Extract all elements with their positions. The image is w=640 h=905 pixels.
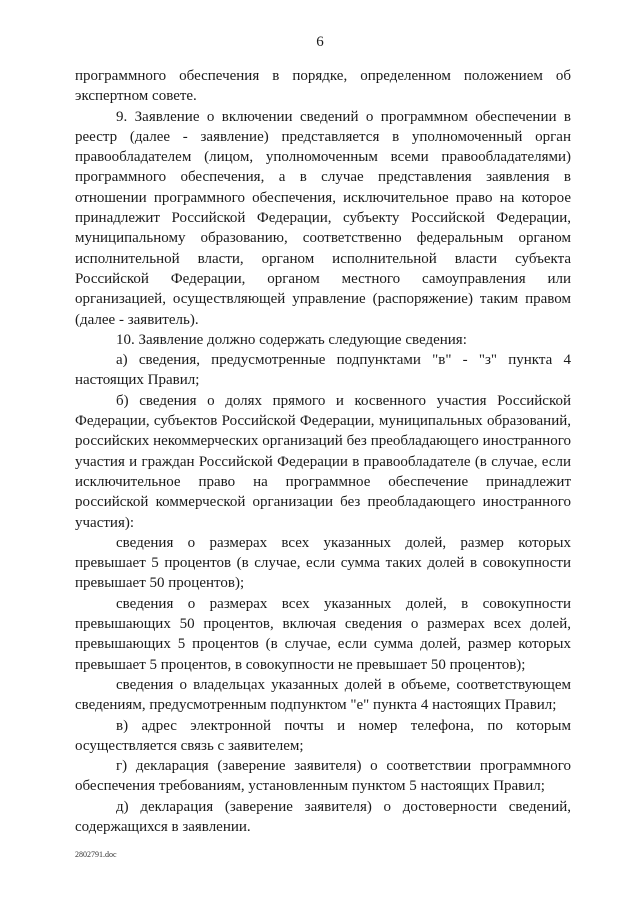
paragraph-continuation: программного обеспечения в порядке, определенном положением об экспертном совете. — [75, 68, 571, 105]
paragraph-subitem-b-1: сведения о размерах всех указанных долей, размер которых превышает 5 процентов (в случае, если сумма таких долей в совокупности превышает 50 процентов); — [75, 534, 571, 592]
paragraph-item-10: 10. Заявление должно содержать следующие сведения: — [116, 331, 467, 348]
paragraph-subitem-b-3: сведения о владельцах указанных долей в объеме, соответствующем сведениям, предусмотренным подпунктом "е" пункта 4 настоящих Правил; — [75, 676, 571, 714]
paragraph-subitem-b: б) сведения о долях прямого и косвенного участия Российской Федерации, субъектов Российской Федерации, муниципальных образований, российских некоммерческих организаций без преобладающего иностранного участия и граждан Российской Федерации в правообладателе (в случае, если исключительное право на программное обеспечение принадлежит российской коммерческой организации без преобладающего иностранного участия): — [75, 392, 571, 531]
file-name-footer: 2802791.doc — [75, 850, 117, 859]
paragraph-subitem-a: а) сведения, предусмотренные подпунктами "в" - "з" пункта 4 настоящих Правил; — [75, 352, 571, 389]
paragraph-subitem-d: д) декларация (заверение заявителя) о достоверности сведений, содержащихся в заявлении. — [75, 798, 571, 835]
page-number: 6 — [316, 34, 324, 50]
paragraph-subitem-b-2: сведения о размерах всех указанных долей, в совокупности превышающих 50 процентов, включая сведения о размерах всех долей, превышающих 5 процентов (в случае, если сумма долей, размер которых превышает 5 процентов, в совокупности не превышает 50 процентов); — [75, 595, 571, 673]
paragraph-item-9: 9. Заявление о включении сведений о программном обеспечении в реестр (далее - заявление) представляется в уполномоченный орган правообладателем (лицом, уполномоченным всеми правообладателями) программного обеспечения, а в случае представления заявления в отношении программного обеспечения, исключительное право на которое принадлежит Российской Федерации, субъекту Российской Федерации, муниципальному образованию, соответственно федеральным органом исполнительной власти, органом исполнительной власти субъекта Российской Федерации, органом местного самоуправления или организацией, осуществляющей управление (распоряжение) таким правом (далее - заявитель). — [75, 108, 571, 328]
paragraph-subitem-g: г) декларация (заверение заявителя) о соответствии программного обеспечения требованиям, установленным пунктом 5 настоящих Правил; — [75, 758, 571, 795]
document-body — [75, 66, 571, 837]
paragraph-subitem-v: в) адрес электронной почты и номер телефона, по которым осуществляется связь с заявителем; — [75, 717, 571, 754]
